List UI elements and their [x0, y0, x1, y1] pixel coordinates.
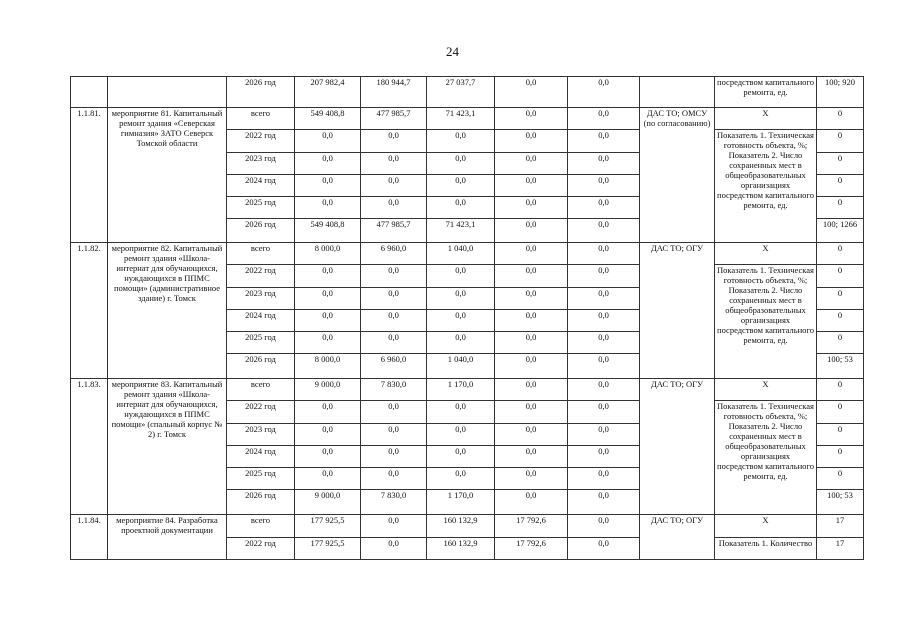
value-cell: 0 — [817, 175, 864, 197]
value-cell: 17 — [817, 515, 864, 538]
table-body — [71, 77, 864, 560]
local-cell: 0,0 — [495, 288, 568, 310]
regional-cell: 27 037,7 — [427, 77, 495, 108]
value-cell: 0 — [817, 332, 864, 354]
regional-cell: 0,0 — [427, 310, 495, 332]
extra-cell: 0,0 — [568, 310, 640, 332]
federal-cell: 6 960,0 — [361, 354, 427, 379]
regional-cell: 0,0 — [427, 153, 495, 175]
federal-cell: 0,0 — [361, 265, 427, 288]
row-code: 1.1.81. — [71, 108, 108, 243]
value-cell: 100; 1266 — [817, 219, 864, 243]
regional-cell: 0,0 — [427, 468, 495, 490]
regional-cell: 0,0 — [427, 130, 495, 153]
regional-cell: 1 170,0 — [427, 379, 495, 401]
federal-cell: 7 830,0 — [361, 379, 427, 401]
value-cell: 100; 920 — [817, 77, 864, 108]
indicator-cell: посредством капитального ремонта, ед. — [715, 77, 817, 108]
local-cell: 0,0 — [495, 219, 568, 243]
local-cell: 0,0 — [495, 77, 568, 108]
regional-cell: 0,0 — [427, 401, 495, 424]
extra-cell: 0,0 — [568, 490, 640, 515]
local-cell: 17 792,6 — [495, 515, 568, 538]
value-cell: 0 — [817, 310, 864, 332]
federal-cell: 0,0 — [361, 130, 427, 153]
year-cell: 2026 год — [227, 354, 295, 379]
local-cell: 0,0 — [495, 265, 568, 288]
regional-cell: 0,0 — [427, 265, 495, 288]
local-cell: 0,0 — [495, 175, 568, 197]
year-cell: 2026 год — [227, 490, 295, 515]
extra-cell: 0,0 — [568, 175, 640, 197]
page-number: 24 — [446, 44, 459, 59]
table-row — [71, 379, 864, 401]
indicator-cell: Показатель 1. Техническая готовность объекта, %; Показатель 2. Число сохраненных мест в общеобразовательных организациях посредством капитального ремонта, ед. — [715, 401, 817, 515]
table-row — [71, 77, 864, 108]
regional-cell: 1 040,0 — [427, 354, 495, 379]
year-cell: 2023 год — [227, 424, 295, 446]
federal-cell: 0,0 — [361, 446, 427, 468]
year-cell: 2022 год — [227, 265, 295, 288]
value-cell: 0 — [817, 401, 864, 424]
year-cell: 2026 год — [227, 219, 295, 243]
value-cell: 17 — [817, 538, 864, 560]
local-cell: 0,0 — [495, 332, 568, 354]
federal-cell: 180 944,7 — [361, 77, 427, 108]
year-cell: 2025 год — [227, 197, 295, 219]
year-cell: 2022 год — [227, 401, 295, 424]
year-cell: 2024 год — [227, 175, 295, 197]
indicator-x-cell: Х — [715, 108, 817, 130]
total-cell: 0,0 — [295, 175, 361, 197]
year-cell: 2024 год — [227, 310, 295, 332]
extra-cell: 0,0 — [568, 424, 640, 446]
value-cell: 0 — [817, 130, 864, 153]
local-cell: 0,0 — [495, 446, 568, 468]
total-cell: 549 408,8 — [295, 108, 361, 130]
year-cell: 2023 год — [227, 288, 295, 310]
value-cell: 100; 53 — [817, 490, 864, 515]
year-cell: 2022 год — [227, 130, 295, 153]
value-cell: 0 — [817, 288, 864, 310]
executor-cell — [640, 77, 715, 108]
federal-cell: 6 960,0 — [361, 243, 427, 265]
total-cell: 207 982,4 — [295, 77, 361, 108]
federal-cell: 477 985,7 — [361, 219, 427, 243]
budget-table — [70, 76, 864, 560]
indicator-x-cell: Х — [715, 379, 817, 401]
total-cell: 9 000,0 — [295, 490, 361, 515]
indicator-cell: Показатель 1. Количество — [715, 538, 817, 560]
row-code: 1.1.82. — [71, 243, 108, 379]
executor-cell: ДАС ТО; ОГУ — [640, 379, 715, 515]
row-name: мероприятие 84. Разработка проектной документации — [108, 515, 227, 560]
local-cell: 0,0 — [495, 153, 568, 175]
local-cell: 0,0 — [495, 379, 568, 401]
value-cell: 0 — [817, 424, 864, 446]
value-cell: 0 — [817, 243, 864, 265]
federal-cell: 0,0 — [361, 538, 427, 560]
year-cell: всего — [227, 108, 295, 130]
year-cell: 2024 год — [227, 446, 295, 468]
federal-cell: 0,0 — [361, 310, 427, 332]
year-cell: 2025 год — [227, 332, 295, 354]
total-cell: 549 408,8 — [295, 219, 361, 243]
value-cell: 0 — [817, 197, 864, 219]
federal-cell: 0,0 — [361, 288, 427, 310]
local-cell: 0,0 — [495, 310, 568, 332]
total-cell: 0,0 — [295, 197, 361, 219]
total-cell: 0,0 — [295, 153, 361, 175]
row-code: 1.1.84. — [71, 515, 108, 560]
total-cell: 0,0 — [295, 468, 361, 490]
extra-cell: 0,0 — [568, 265, 640, 288]
federal-cell: 477 985,7 — [361, 108, 427, 130]
local-cell: 0,0 — [495, 401, 568, 424]
total-cell: 0,0 — [295, 310, 361, 332]
year-cell: 2023 год — [227, 153, 295, 175]
extra-cell: 0,0 — [568, 197, 640, 219]
extra-cell: 0,0 — [568, 446, 640, 468]
extra-cell: 0,0 — [568, 153, 640, 175]
total-cell: 0,0 — [295, 332, 361, 354]
local-cell: 0,0 — [495, 108, 568, 130]
year-cell: всего — [227, 515, 295, 538]
value-cell: 100; 53 — [817, 354, 864, 379]
local-cell: 0,0 — [495, 243, 568, 265]
total-cell: 0,0 — [295, 288, 361, 310]
value-cell: 0 — [817, 468, 864, 490]
extra-cell: 0,0 — [568, 108, 640, 130]
regional-cell: 0,0 — [427, 175, 495, 197]
indicator-cell: Показатель 1. Техническая готовность объекта, %; Показатель 2. Число сохраненных мест в общеобразовательных организациях посредством капитального ремонта, ед. — [715, 130, 817, 243]
regional-cell: 0,0 — [427, 332, 495, 354]
extra-cell: 0,0 — [568, 288, 640, 310]
local-cell: 0,0 — [495, 468, 568, 490]
extra-cell: 0,0 — [568, 538, 640, 560]
federal-cell: 0,0 — [361, 468, 427, 490]
total-cell: 9 000,0 — [295, 379, 361, 401]
year-cell: 2026 год — [227, 77, 295, 108]
extra-cell: 0,0 — [568, 401, 640, 424]
regional-cell: 0,0 — [427, 424, 495, 446]
federal-cell: 0,0 — [361, 401, 427, 424]
regional-cell: 1 170,0 — [427, 490, 495, 515]
value-cell: 0 — [817, 108, 864, 130]
year-cell: 2025 год — [227, 468, 295, 490]
year-cell: всего — [227, 379, 295, 401]
row-name: мероприятие 82. Капитальный ремонт здания «Школа-интернат для обучающихся, нуждающихся в ППМС помощи» (административное здание) г. Томск — [108, 243, 227, 379]
total-cell: 0,0 — [295, 265, 361, 288]
regional-cell: 0,0 — [427, 197, 495, 219]
extra-cell: 0,0 — [568, 332, 640, 354]
total-cell: 8 000,0 — [295, 354, 361, 379]
indicator-x-cell: Х — [715, 243, 817, 265]
local-cell: 0,0 — [495, 490, 568, 515]
extra-cell: 0,0 — [568, 77, 640, 108]
year-cell: 2022 год — [227, 538, 295, 560]
regional-cell: 71 423,1 — [427, 108, 495, 130]
table-row — [71, 515, 864, 538]
indicator-cell: Показатель 1. Техническая готовность объекта, %; Показатель 2. Число сохраненных мест в общеобразовательных организациях посредством капитального ремонта, ед. — [715, 265, 817, 379]
total-cell: 0,0 — [295, 130, 361, 153]
regional-cell: 0,0 — [427, 288, 495, 310]
year-cell: всего — [227, 243, 295, 265]
local-cell: 17 792,6 — [495, 538, 568, 560]
extra-cell: 0,0 — [568, 243, 640, 265]
federal-cell: 0,0 — [361, 175, 427, 197]
local-cell: 0,0 — [495, 424, 568, 446]
extra-cell: 0,0 — [568, 468, 640, 490]
row-name: мероприятие 83. Капитальный ремонт здания «Школа-интернат для обучающихся, нуждающихся в ППМС помощи» (спальный корпус № 2) г. Томск — [108, 379, 227, 515]
regional-cell: 0,0 — [427, 446, 495, 468]
total-cell: 0,0 — [295, 446, 361, 468]
federal-cell: 7 830,0 — [361, 490, 427, 515]
total-cell: 8 000,0 — [295, 243, 361, 265]
federal-cell: 0,0 — [361, 197, 427, 219]
extra-cell: 0,0 — [568, 130, 640, 153]
value-cell: 0 — [817, 265, 864, 288]
regional-cell: 160 132,9 — [427, 538, 495, 560]
extra-cell: 0,0 — [568, 515, 640, 538]
local-cell: 0,0 — [495, 130, 568, 153]
regional-cell: 71 423,1 — [427, 219, 495, 243]
executor-cell: ДАС ТО; ОГУ — [640, 243, 715, 379]
federal-cell: 0,0 — [361, 424, 427, 446]
row-code — [71, 77, 108, 108]
indicator-x-cell: Х — [715, 515, 817, 538]
executor-cell: ДАС ТО; ОГУ — [640, 515, 715, 560]
value-cell: 0 — [817, 153, 864, 175]
total-cell: 177 925,5 — [295, 515, 361, 538]
local-cell: 0,0 — [495, 197, 568, 219]
federal-cell: 0,0 — [361, 332, 427, 354]
total-cell: 0,0 — [295, 424, 361, 446]
row-name — [108, 77, 227, 108]
value-cell: 0 — [817, 379, 864, 401]
federal-cell: 0,0 — [361, 153, 427, 175]
value-cell: 0 — [817, 446, 864, 468]
regional-cell: 160 132,9 — [427, 515, 495, 538]
row-code: 1.1.83. — [71, 379, 108, 515]
row-name: мероприятие 81. Капитальный ремонт здания «Северская гимназия» ЗАТО Северск Томской области — [108, 108, 227, 243]
local-cell: 0,0 — [495, 354, 568, 379]
extra-cell: 0,0 — [568, 219, 640, 243]
extra-cell: 0,0 — [568, 379, 640, 401]
total-cell: 177 925,5 — [295, 538, 361, 560]
total-cell: 0,0 — [295, 401, 361, 424]
table-row — [71, 243, 864, 265]
federal-cell: 0,0 — [361, 515, 427, 538]
table-row — [71, 108, 864, 130]
regional-cell: 1 040,0 — [427, 243, 495, 265]
executor-cell: ДАС ТО; ОМСУ (по согласованию) — [640, 108, 715, 243]
extra-cell: 0,0 — [568, 354, 640, 379]
